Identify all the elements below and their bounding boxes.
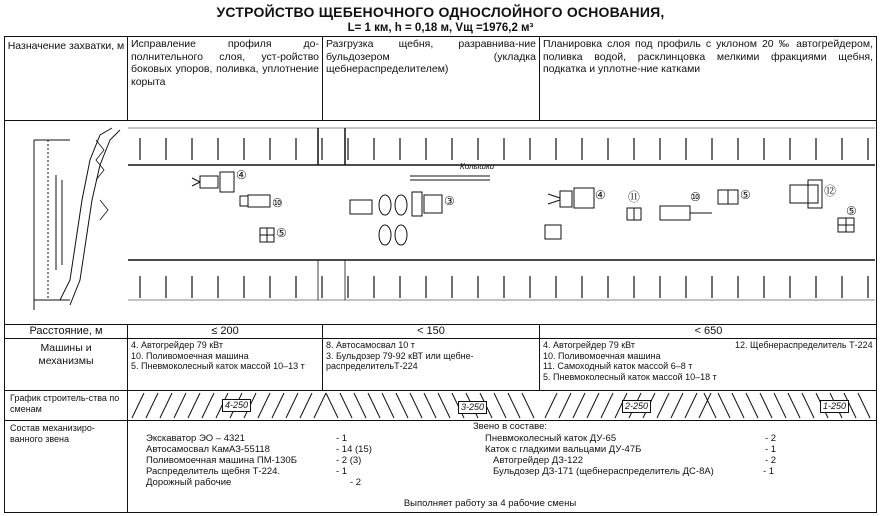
schedule-hatch <box>424 393 436 418</box>
schedule-hatch <box>573 393 585 418</box>
schedule-hatch <box>340 393 352 418</box>
schedule-hatch <box>685 393 697 418</box>
schedule-hatch <box>545 393 557 418</box>
stakes-bottom <box>140 276 868 298</box>
schedule-hatch <box>202 393 214 418</box>
schedule-hatch <box>802 393 814 418</box>
schedule-hatch <box>382 393 394 418</box>
road-plan-diagram <box>34 128 875 310</box>
stakes-top <box>140 138 868 160</box>
schedule-hatch <box>522 393 534 418</box>
row-label-schedule: График строитель-ства по сменам <box>10 393 120 414</box>
machine-marker-10b: ⑩ <box>690 190 701 204</box>
crew-item: Распределитель щебня Т-224. - 1 <box>146 466 348 477</box>
crew-item: Экскаватор ЭО – 4321 - 1 <box>146 433 348 444</box>
schedule-hatch <box>132 393 144 418</box>
schedule-shift-3: 3-250 <box>458 401 487 414</box>
machines-layer <box>192 168 854 245</box>
page-subtitle: L= 1 км, h = 0,18 м, Vщ =1976,2 м³ <box>347 22 534 34</box>
schedule-hatch <box>746 393 758 418</box>
schedule-hatch <box>160 393 172 418</box>
row-label-distance: Расстояние, м <box>29 325 103 337</box>
stage-3-purpose: Планировка слоя под профиль с уклоном 20 ‰ автогрейдером, поливка водой, расклинцовка мелкими фракциями щебня, подкатка и уплотне-ние катками <box>543 38 873 75</box>
stage-1-purpose: Исправление профиля до-полнительного слоя, уст-ройство боковых упоров, поливка, уплотнение корыта <box>131 38 319 88</box>
stage-1-distance: ≤ 200 <box>211 325 239 337</box>
schedule-hatch <box>858 393 870 418</box>
schedule-hatch <box>788 393 800 418</box>
stage-3-distance: < 650 <box>694 325 723 337</box>
crew-item: Пневмоколесный каток ДУ-65 - 2 <box>485 433 777 444</box>
stage-2-distance: < 150 <box>417 325 445 337</box>
crew-right-list <box>485 433 875 477</box>
crew-left-list <box>146 433 466 488</box>
stage-2-machines <box>326 340 536 372</box>
row-label-crew: Состав механизиро-ванного звена <box>10 423 95 444</box>
schedule-hatch <box>559 393 571 418</box>
crew-item: Бульдозер ДЗ-171 (щебнераспределитель ДС-8А) - 1 <box>493 466 775 477</box>
machine-item: 3. Бульдозер 79-92 кВТ или щебне-распределительТ-224 <box>326 350 474 371</box>
schedule-hatch <box>494 393 506 418</box>
schedule-hatch <box>258 393 270 418</box>
schedule-shift-1: 1-250 <box>820 400 849 413</box>
machine-item: 4. Автогрейдер 79 кВт <box>543 340 635 350</box>
stage-2-purpose: Разгрузка щебня, разравнива-ние бульдозером (укладка щебнераспределителем) <box>326 38 536 75</box>
schedule-hatch <box>774 393 786 418</box>
cross-section <box>34 128 120 310</box>
stage-3-machines <box>543 340 733 382</box>
machine-marker-4b: ④ <box>595 188 606 202</box>
machine-marker-5b: ⑤ <box>740 188 751 202</box>
crew-item: Дорожный рабочие - 2 <box>146 477 362 488</box>
schedule-hatch <box>286 393 298 418</box>
schedule-hatch <box>699 393 711 418</box>
stakes-note: Колышки <box>460 162 495 171</box>
schedule-hatch <box>368 393 380 418</box>
schedule-hatch <box>396 393 408 418</box>
schedule-hatch <box>601 393 613 418</box>
schedule-hatch <box>314 393 326 418</box>
schedule-hatch <box>272 393 284 418</box>
machine-marker-4: ④ <box>236 168 247 182</box>
schedule-hatch <box>657 393 669 418</box>
machine-marker-10: ⑩ <box>272 196 283 210</box>
schedule-hatch <box>732 393 744 418</box>
crew-heading: Звено в составе: <box>472 421 548 432</box>
machine-marker-5: ⑤ <box>276 226 287 240</box>
page-title: УСТРОЙСТВО ЩЕБЕНОЧНОГО ОДНОСЛОЙНОГО ОСНОВАНИЯ, <box>216 4 665 20</box>
stage-1-machines <box>131 340 321 372</box>
machine-item: 4. Автогрейдер 79 кВт <box>131 340 223 350</box>
schedule-hatch <box>326 393 338 418</box>
schedule-hatch <box>146 393 158 418</box>
machine-marker-3: ③ <box>444 194 455 208</box>
machine-item: 5. Пневмоколесный каток массой 10–13 т <box>131 361 305 371</box>
crew-item: Каток с гладкими вальцами ДУ-47Б - 1 <box>485 444 777 455</box>
schedule-hatch <box>174 393 186 418</box>
schedule-hatch <box>410 393 422 418</box>
row-label-machines: Машины и механизмы <box>38 342 94 367</box>
machine-marker-11: ⑪ <box>628 190 641 204</box>
schedule-shift-4: 4-250 <box>222 399 251 412</box>
machine-marker-12: ⑫ <box>824 184 837 198</box>
schedule-hatch <box>718 393 730 418</box>
machine-item: 10. Поливомоечная машина <box>543 350 661 361</box>
schedule-hatch <box>760 393 772 418</box>
schedule-hatch <box>704 393 716 418</box>
crew-footer: Выполняет работу за 4 рабочие смены <box>403 498 577 509</box>
machine-item: 8. Автосамосвал 10 т <box>326 340 415 350</box>
machine-item: 10. Поливомоечная машина <box>131 350 249 361</box>
schedule-hatch <box>438 393 450 418</box>
schedule-hatch <box>671 393 683 418</box>
row-label-purpose: Назначение захватки, м <box>7 40 125 52</box>
schedule-hatch <box>587 393 599 418</box>
schedule-hatch <box>354 393 366 418</box>
schedule-shift-2: 2-250 <box>622 400 651 413</box>
schedule-hatch <box>300 393 312 418</box>
machine-item: 5. Пневмоколесный каток массой 10–18 т <box>543 371 717 382</box>
crew-item: Автосамосвал КамАЗ-55118 - 14 (15) <box>146 444 372 455</box>
machine-item: 11. Самоходный каток массой 6–8 т <box>543 361 693 371</box>
crew-item: Автогрейдер ДЗ-122 - 2 <box>493 455 777 466</box>
machine-marker-5c: ⑤ <box>846 204 857 218</box>
stage-3-machine-right: 12. Щебнераспределитель Т-224 <box>735 340 873 350</box>
crew-item: Поливомоечная машина ПМ-130Б - 2 (3) <box>146 455 362 466</box>
schedule-hatch <box>188 393 200 418</box>
schedule-hatch <box>508 393 520 418</box>
